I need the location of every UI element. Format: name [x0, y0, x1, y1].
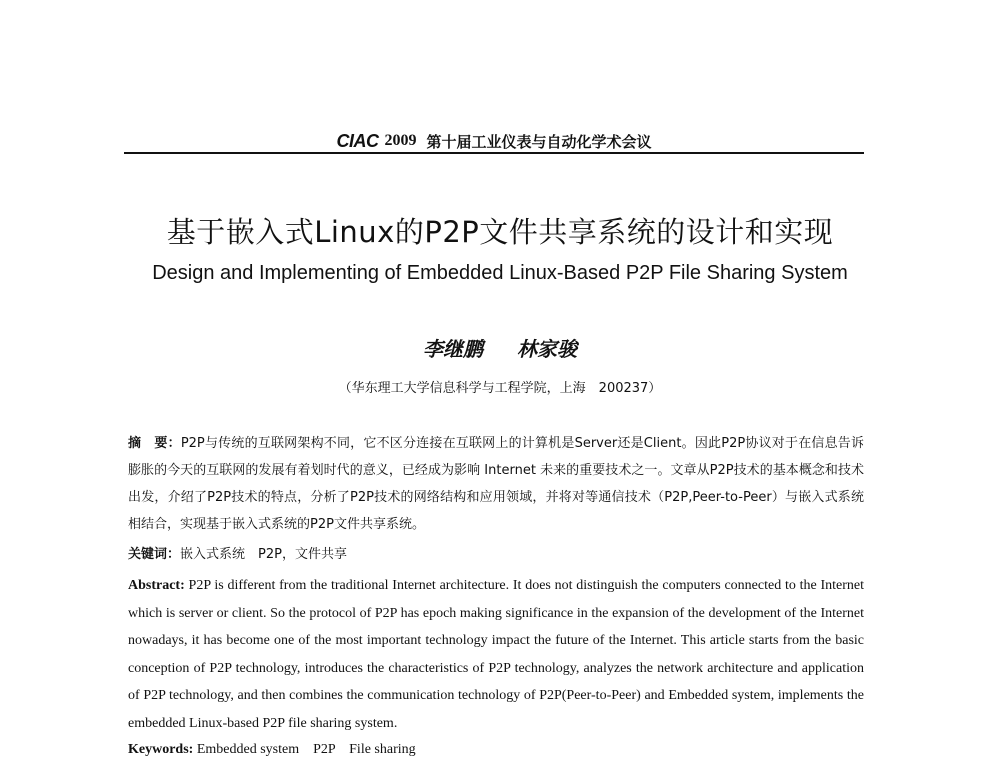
- keywords-english-text: Embedded system P2P File sharing: [193, 742, 416, 757]
- abstract-chinese: [128, 430, 864, 538]
- conference-logo: CIAC: [336, 131, 379, 151]
- paper-title-chinese: 基于嵌入式Linux的P2P文件共享系统的设计和实现: [166, 215, 834, 249]
- affiliation: （华东理工大学信息科学与工程学院，上海 200237）: [338, 381, 662, 396]
- keywords-chinese: [128, 544, 864, 566]
- keywords-english: [128, 740, 864, 760]
- abstract-chinese-label: 摘 要：: [128, 436, 181, 451]
- author-name: 李继鹏: [423, 337, 483, 361]
- abstract-chinese-text: P2P与传统的互联网架构不同，它不区分连接在互联网上的计算机是Server还是Client。因此P2P协议对于在信息告诉膨胀的今天的互联网的发展有着划时代的意义，已经成为影响 Internet 未来的重要技术之一。文章从P2P技术的基本概念和技术出发，介绍了P2P技术的特点，分析了P2P技术的网络结构和应用领域，并将对等通信技术（P2P,Peer-to-Peer）与嵌入式系统相结合，实现基于嵌入式系统的P2P文件共享系统。: [128, 436, 864, 532]
- authors: [0, 333, 1000, 362]
- keywords-chinese-text: 嵌入式系统 P2P，文件共享: [180, 547, 347, 562]
- author-name: 林家骏: [517, 337, 577, 361]
- abstract-english: [128, 572, 864, 737]
- paper-title-english: Design and Implementing of Embedded Linux-Based P2P File Sharing System: [152, 262, 848, 284]
- header-rule: [124, 152, 864, 154]
- keywords-english-label: Keywords:: [128, 742, 194, 757]
- abstract-english-label: Abstract:: [128, 578, 185, 593]
- abstract-english-text: P2P is different from the traditional Internet architecture. It does not distinguish the computers connected to the Internet which is server or client. So the protocol of P2P has epoch making significance in the expansion of the development of the Internet nowadays, it has become one of the most important technology impact the future of the Internet. This article starts from the basic conception of P2P technology, introduces the characteristics of P2P technology, analyzes the network architecture and application of P2P technology, and then combines the communication technology of P2P(Peer-to-Peer) and Embedded system, implements the embedded Linux-based P2P file sharing system.: [128, 578, 864, 731]
- keywords-chinese-label: 关键词：: [128, 547, 181, 562]
- conference-year: 2009: [384, 132, 417, 149]
- conference-title: 第十届工业仪表与自动化学术会议: [426, 133, 652, 151]
- conference-header: [124, 118, 864, 150]
